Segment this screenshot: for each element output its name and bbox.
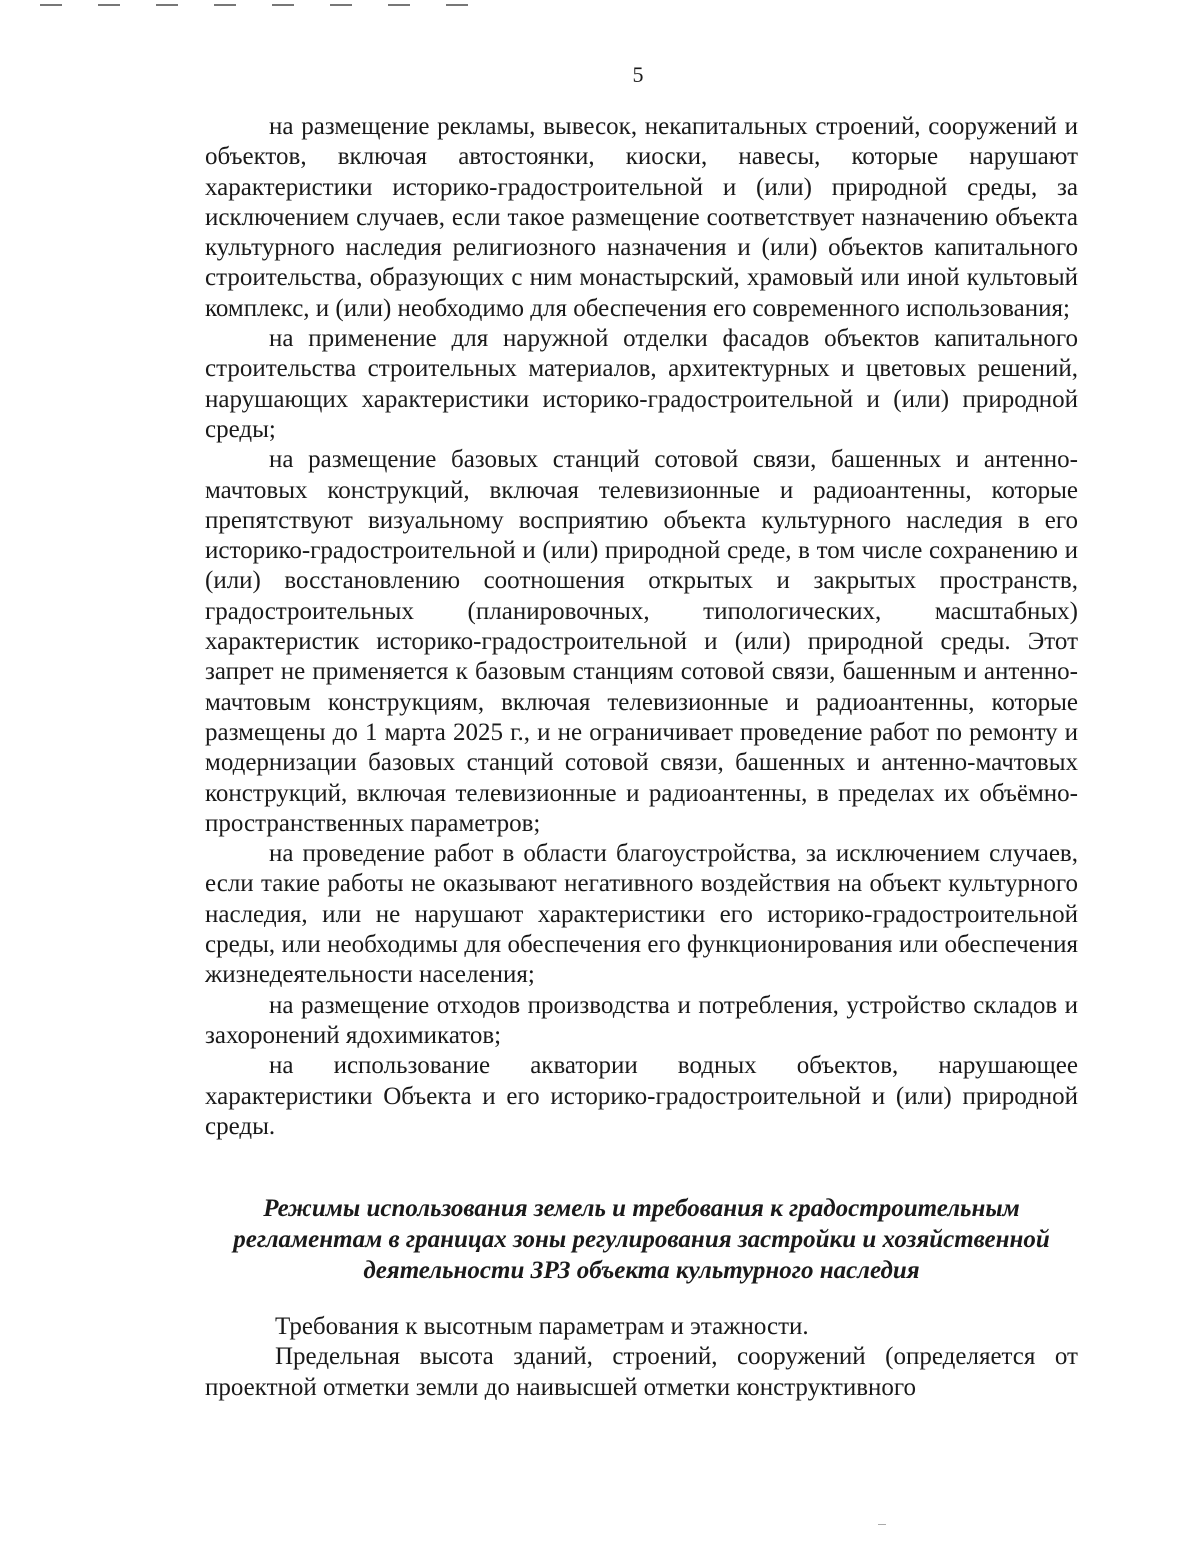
scan-speck — [878, 1524, 886, 1525]
paragraph: на применение для наружной отделки фасадов объектов капитального строительства строительных материалов, архитектурных и цветовых решений, нарушающих характеристики историко-градостроительной и (или) природной среды; — [205, 325, 1078, 443]
document-body — [205, 112, 1078, 1142]
paragraph: на использование акватории водных объектов, нарушающее характеристики Объекта и его историко-градостроительной и (или) природной среды. — [205, 1052, 1078, 1140]
paragraph: на размещение рекламы, вывесок, некапитальных строений, сооружений и объектов, включая автостоянки, киоски, навесы, которые нарушают характеристики историко-градостроительной и (или) природной среды, за исключением случаев, если такое размещение соответствует назначению объекта культурного наследия религиозного назначения и (или) объектов капитального строительства, образующих с ним монастырский, храмовый или иной культовый комплекс, и (или) необходимо для обеспечения его современного использования; — [205, 113, 1078, 322]
paragraph: Требования к высотным параметрам и этажности. — [275, 1313, 809, 1340]
page-number: 5 — [632, 62, 644, 87]
paragraph: на размещение базовых станций сотовой связи, башенных и антенно-мачтовых конструкций, включая телевизионные и радиоантенны, которые препятствуют визуальному восприятию объекта культурного наследия в его историко-градостроительной и (или) природной среде, в том числе сохранению и (или) восстановлению соотношения открытых и закрытых пространств, градостроительных (планировочных, типологических, масштабных) характеристик историко-градостроительной и (или) природной среды. Этот запрет не применяется к базовым станциям сотовой связи, башенным и антенно-мачтовым конструкциям, включая телевизионные и радиоантенны, которые размещены до 1 марта 2025 г., и не ограничивает проведение работ по ремонту и модернизации базовых станций сотовой связи, башенных и антенно-мачтовых конструкций, включая телевизионные и радиоантенны, в пределах их объёмно-пространственных параметров; — [205, 446, 1078, 837]
paragraph: Предельная высота зданий, строений, сооружений (определяется от проектной отметки земли до наивысшей отметки конструктивного — [205, 1343, 1078, 1401]
section-heading: Режимы использования земель и требования к градостроительным регламентам в границах зоны регулирования застройки и хозяйственной деятельности ЗРЗ объекта культурного наследия — [233, 1195, 1050, 1284]
scan-edge-marks — [40, 0, 500, 8]
paragraph: на размещение отходов производства и потребления, устройство складов и захоронений ядохимикатов; — [205, 991, 1078, 1049]
section-body — [205, 1312, 1078, 1403]
paragraph: на проведение работ в области благоустройства, за исключением случаев, если такие работы не оказывают негативного воздействия на объект культурного наследия, или не нарушают характеристики его историко-градостроительной среды, или необходимы для обеспечения его функционирования или обеспечения жизнедеятельности населения; — [205, 840, 1078, 989]
